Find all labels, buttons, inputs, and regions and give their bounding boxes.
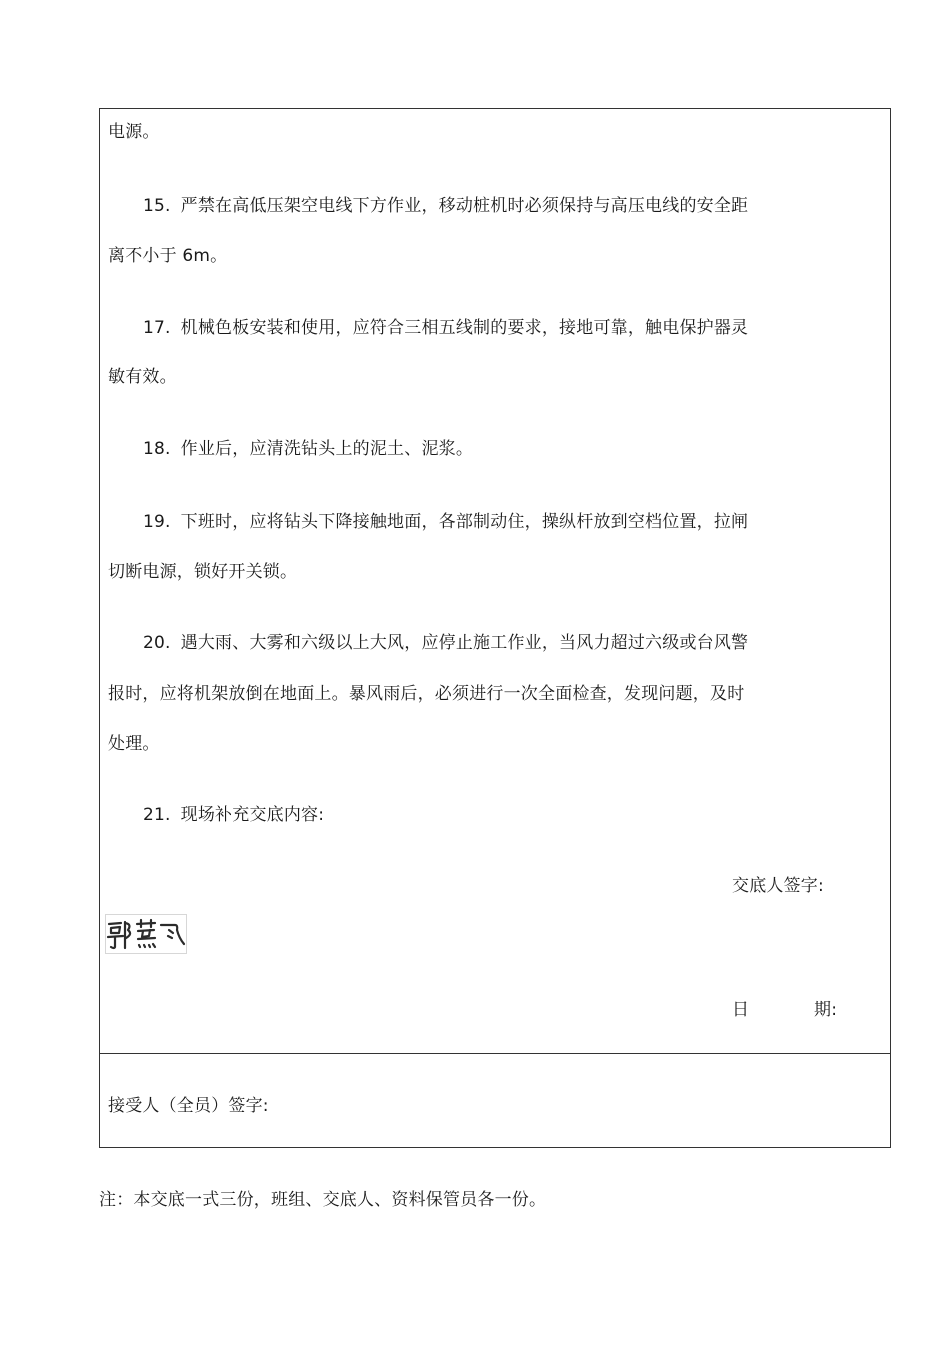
item-18-number: 18. bbox=[143, 439, 171, 459]
item-21-text: 现场补充交底内容: bbox=[180, 805, 325, 825]
item-19-number: 19. bbox=[143, 512, 171, 532]
item-15-number: 15. bbox=[143, 196, 171, 216]
item-21-line-1 bbox=[143, 805, 324, 825]
table-row-divider bbox=[99, 1053, 891, 1054]
item-20-line-2: 报时，应将机架放倒在地面上。暴风雨后，必须进行一次全面检查，发现问题，及时 bbox=[108, 684, 745, 704]
item-17-line-1 bbox=[143, 318, 748, 338]
item-18-text: 作业后，应清洗钻头上的泥土、泥浆。 bbox=[180, 439, 474, 459]
continuation-text: 电源。 bbox=[108, 122, 160, 142]
date-label-left: 日 bbox=[732, 1000, 750, 1020]
item-20-number: 20. bbox=[143, 633, 171, 653]
item-15-text: 严禁在高低压架空电线下方作业，移动桩机时必须保持与高压电线的安全距 bbox=[180, 196, 749, 216]
item-19-line-1 bbox=[143, 512, 748, 532]
date-label-right: 期: bbox=[814, 1000, 838, 1020]
item-21-number: 21. bbox=[143, 805, 171, 825]
item-15-line-1 bbox=[143, 196, 748, 216]
item-17-line-2: 敏有效。 bbox=[108, 367, 177, 387]
item-19-line-2: 切断电源，锁好开关锁。 bbox=[108, 562, 298, 582]
recipient-label: 接受人（全员）签字: bbox=[108, 1096, 269, 1116]
item-20-line-3: 处理。 bbox=[108, 734, 160, 754]
signer-label: 交底人签字: bbox=[732, 876, 824, 896]
item-18-line-1 bbox=[143, 439, 473, 459]
item-17-text: 机械色板安装和使用，应符合三相五线制的要求，接地可靠，触电保护器灵 bbox=[180, 318, 749, 338]
item-20-text: 遇大雨、大雾和六级以上大风，应停止施工作业，当风力超过六级或台风警 bbox=[180, 633, 749, 653]
item-19-text: 下班时，应将钻头下降接触地面，各部制动住，操纵杆放到空档位置，拉闸 bbox=[180, 512, 749, 532]
item-17-number: 17. bbox=[143, 318, 171, 338]
footnote: 注：本交底一式三份，班组、交底人、资料保管员各一份。 bbox=[99, 1190, 547, 1210]
item-20-line-1 bbox=[143, 633, 748, 653]
handwritten-signature bbox=[105, 914, 187, 954]
item-15-line-2: 离不小于 6m。 bbox=[108, 246, 228, 266]
